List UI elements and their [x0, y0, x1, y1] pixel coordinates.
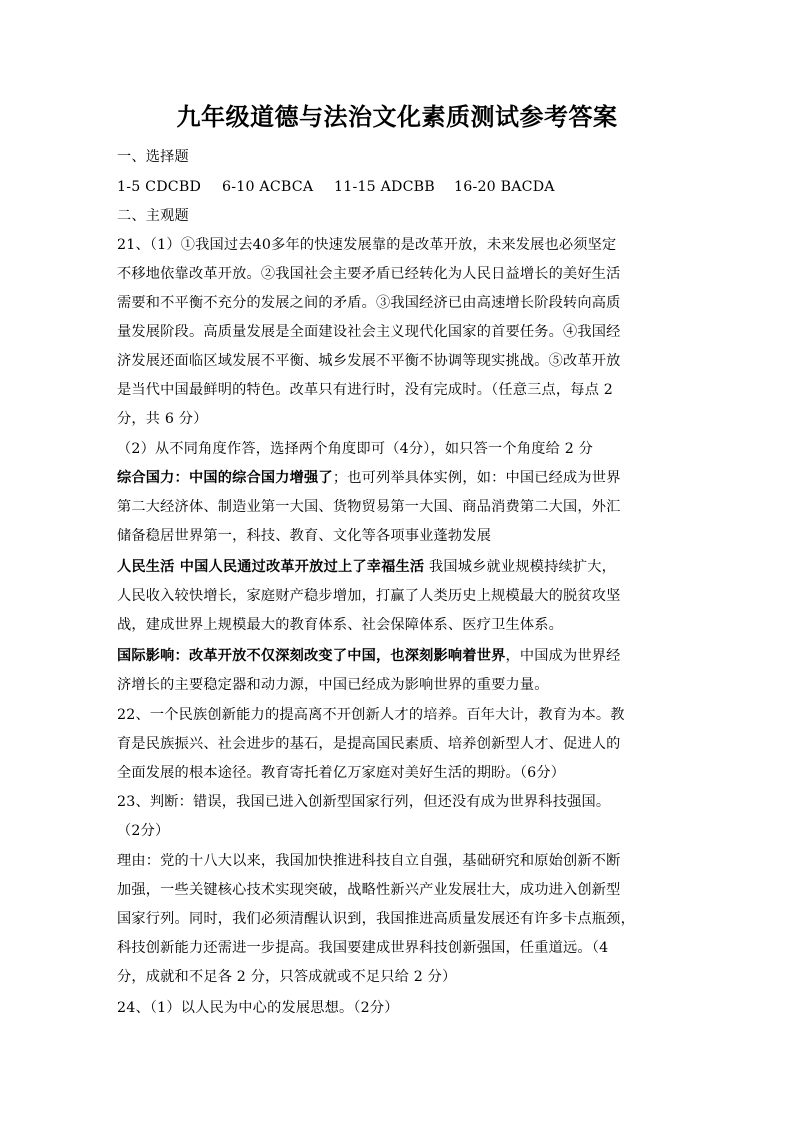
q24-line: 24、（1）以人民为中心的发展思想。（2分） — [117, 1000, 399, 1016]
q23-reason-line: 分，成就和不足各 2 分，只答成就或不足只给 2 分） — [117, 969, 457, 985]
mcq-group-2: 6-10 ACBCA — [222, 179, 314, 195]
q21-p1-line: 是当代中国最鲜明的特色。改革只有进行时，没有完成时。（任意三点，每点 2 — [117, 382, 614, 398]
answer-angle-text: ；也可列举具体实例，如：中国已经成为世界 — [332, 470, 621, 486]
q21-answer-line: 济增长的主要稳定器和动力源，中国已经成为影响世界的重要力量。 — [117, 677, 549, 693]
answer-angle-text: 我国城乡就业规模持续扩大， — [424, 559, 617, 575]
mcq-group-1: 1-5 CDCBD — [117, 179, 202, 195]
q21-answer-intl-influence — [117, 645, 677, 667]
q21-p1-line: 21、（1）①我国过去40多年的快速发展靠的是改革开放，未来发展也必须坚定 — [117, 237, 617, 253]
q23-judge-line: 23、判断：错误，我国已进入创新型国家行列，但还没有成为世界科技强国。 — [117, 794, 611, 810]
answer-angle-text: ，中国成为世界经 — [505, 648, 621, 664]
q23-reason-line: 科技创新能力还需进一步提高。我国要建成世界科技创新强国，任重道远。（4 — [117, 940, 609, 956]
q21-p1-line: 济发展还面临区域发展不平衡、城乡发展不平衡不协调等现实挑战。⑤改革开放 — [117, 353, 621, 369]
q21-answer-line: 人民收入较快增长，家庭财产稳步增加，打赢了人类历史上规模最大的脱贫攻坚 — [117, 588, 621, 604]
section-heading-choice: 一、选择题 — [117, 149, 189, 165]
answer-angle-heading: 综合国力：中国的综合国力增强了 — [117, 470, 333, 486]
mcq-group-3: 11-15 ADCBB — [334, 179, 435, 195]
page-title: 九年级道德与法治文化素质测试参考答案 — [176, 102, 618, 131]
q23-reason-line: 加强，一些关键核心技术实现突破，战略性新兴产业发展壮大，成功进入创新型 — [117, 882, 621, 898]
q21-answer-national-power — [117, 467, 677, 489]
q21-answer-people-life — [117, 556, 677, 578]
q21-p2-intro: （2）从不同角度作答，选择两个角度即可（4分），如只答一个角度给 2 分 — [117, 441, 594, 457]
q21-p1-line: 分，共 6 分） — [117, 411, 208, 427]
mcq-answers — [117, 176, 677, 198]
q22-line: 全面发展的根本途径。教育寄托着亿万家庭对美好生活的期盼。（6分） — [117, 765, 566, 781]
q21-p1-line: 量发展阶段。高质量发展是全面建设社会主义现代化国家的首要任务。④我国经 — [117, 324, 621, 340]
mcq-group-4: 16-20 BACDA — [454, 179, 555, 195]
q21-p1-line: 需要和不平衡不充分的发展之间的矛盾。③我国经济已由高速增长阶段转向高质 — [117, 295, 621, 311]
q21-answer-line: 储备稳居世界第一，科技、教育、文化等各项事业蓬勃发展 — [117, 528, 492, 544]
q22-line: 育是民族振兴、社会进步的基石，是提高国民素质、培养创新型人才、促进人的 — [117, 736, 621, 752]
q23-reason-line: 理由：党的十八大以来，我国加快推进科技自立自强，基础研究和原始创新不断 — [117, 853, 621, 869]
q21-answer-line: 战，建成世界上规模最大的教育体系、社会保障体系、医疗卫生体系。 — [117, 617, 564, 633]
q21-p1-line: 不移地依靠改革开放。②我国社会主要矛盾已经转化为人民日益增长的美好生活 — [117, 266, 621, 282]
q23-judge-line: （2分） — [117, 823, 170, 839]
q23-reason-line: 国家行列。同时，我们必须清醒认识到，我国推进高质量发展还有许多卡点瓶颈， — [117, 911, 635, 927]
q21-answer-line: 第二大经济体、制造业第一大国、货物贸易第一大国、商品消费第二大国，外汇 — [117, 499, 621, 515]
section-heading-subjective: 二、主观题 — [117, 208, 189, 224]
answer-angle-heading: 人民生活 中国人民通过改革开放过上了幸福生活 — [117, 559, 425, 575]
answer-angle-heading: 国际影响：改革开放不仅深刻改变了中国，也深刻影响着世界 — [117, 648, 506, 664]
q22-line: 22、一个民族创新能力的提高离不开创新人才的培养。百年大计，教育为本。教 — [117, 707, 625, 723]
